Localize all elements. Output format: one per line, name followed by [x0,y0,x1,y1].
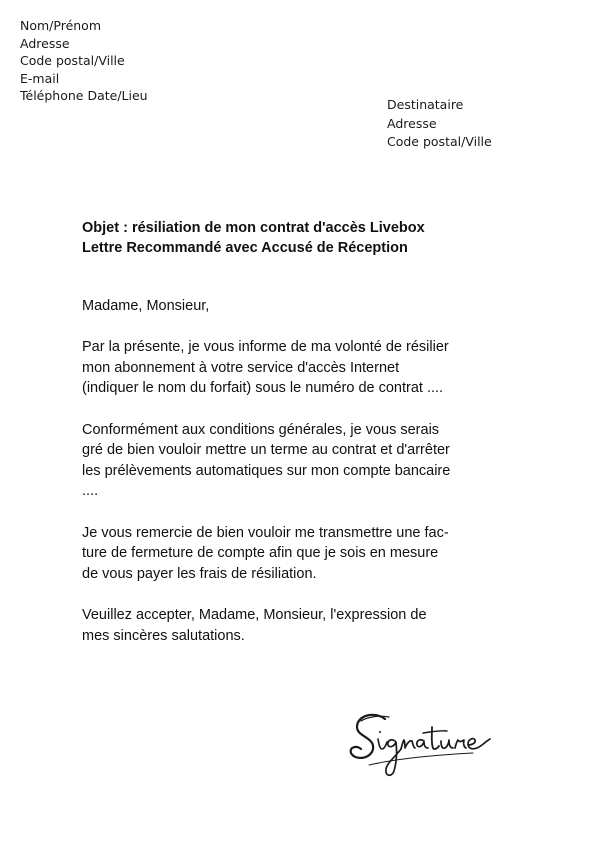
salutation [82,296,522,317]
sender-address: Adresse [20,35,70,51]
recipient-postal-city: Code postal/Ville [387,134,492,149]
subject-line: Objet : résiliation de mon contrat d'accès Livebox [82,220,425,236]
salutation-text: Madame, Monsieur, [82,298,210,314]
closing-formula [82,605,522,646]
paragraph-line: (indiquer le nom du forfait) sous le numéro de contrat .... [82,380,444,397]
letter-body [82,296,522,667]
paragraph-line: les prélèvements automatiques sur mon compte bancaire [82,462,451,479]
sender-postal-city: Code postal/Ville [20,53,125,69]
paragraph-line: .... [82,483,99,500]
sender-block [20,17,148,105]
signature-image [345,705,495,785]
recipient-name: Destinataire [387,97,464,112]
paragraph-line: Par la présente, je vous informe de ma volonté de résilier [82,339,449,356]
paragraph-line: Veuillez accepter, Madame, Monsieur, l'expression de [82,606,427,623]
subject-block [82,218,425,258]
sender-name: Nom/Prénom [20,18,102,33]
recipient-address: Adresse [387,115,437,131]
paragraph-line: mes sincères salutations. [82,627,245,644]
registered-mail-line: Lettre Recommandé avec Accusé de Réception [82,240,408,256]
paragraph-closing-invoice [82,523,522,585]
paragraph-direct-debit [82,420,522,502]
paragraph-termination-request [82,337,522,399]
recipient-block [387,96,492,152]
sender-email: E-mail [20,70,60,86]
paragraph-line: Conformément aux conditions générales, je vous serais [82,421,440,438]
paragraph-line: Je vous remercie de bien vouloir me transmettre une fac- [82,524,449,541]
paragraph-line: mon abonnement à votre service d'accès Internet [82,359,400,376]
paragraph-line: de vous payer les frais de résiliation. [82,565,317,582]
paragraph-line: gré de bien vouloir mettre un terme au contrat et d'arrêter [82,442,450,459]
paragraph-line: ture de fermeture de compte afin que je sois en mesure [82,545,439,562]
sender-phone-date-place: Téléphone Date/Lieu [20,88,148,104]
